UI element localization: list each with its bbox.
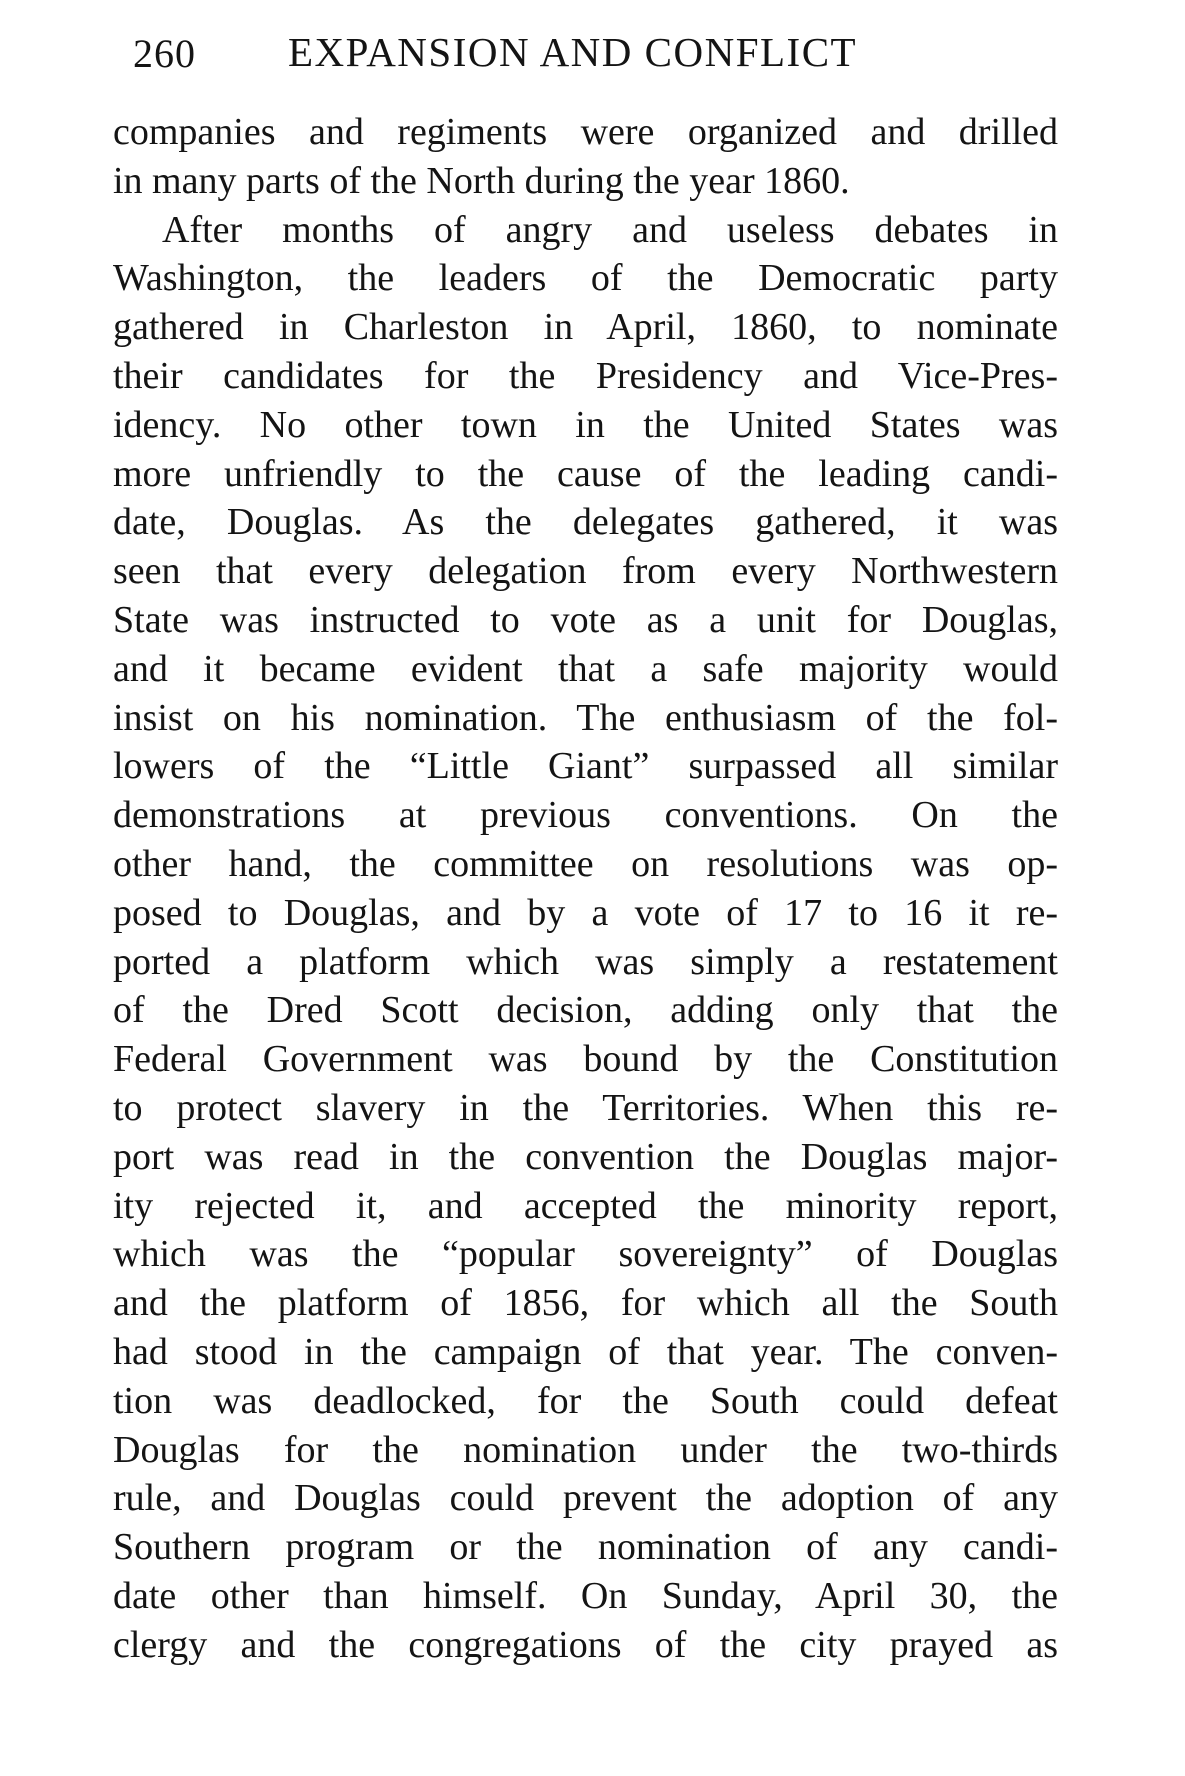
- text-line: ity rejected it, and accepted the minority report,: [113, 1184, 1058, 1227]
- text-line: rule, and Douglas could prevent the adoption of any: [113, 1477, 1058, 1520]
- page-number: 260: [133, 31, 196, 76]
- text-line: demonstrations at previous conventions. On the: [113, 794, 1058, 837]
- running-title: EXPANSION AND CONFLICT: [288, 29, 858, 75]
- text-line: tion was deadlocked, for the South could defeat: [113, 1379, 1058, 1422]
- text-line: their candidates for the Presidency and Vice-Pres-: [113, 354, 1058, 397]
- text-line: Federal Government was bound by the Constitution: [113, 1038, 1058, 1081]
- text-line: posed to Douglas, and by a vote of 17 to 16 it re-: [113, 891, 1058, 934]
- text-line: and it became evident that a safe majority would: [113, 647, 1058, 690]
- text-line: seen that every delegation from every Northwestern: [113, 550, 1058, 593]
- text-line: to protect slavery in the Territories. When this re-: [113, 1086, 1058, 1129]
- text-line: date, Douglas. As the delegates gathered, it was: [113, 501, 1058, 544]
- paragraph-first-line: After months of angry and useless debates in: [162, 208, 1058, 251]
- text-line: which was the “popular sovereignty” of Douglas: [113, 1233, 1058, 1276]
- page-header: [133, 26, 1063, 86]
- text-line: State was instructed to vote as a unit for Douglas,: [113, 598, 1058, 641]
- text-line: and the platform of 1856, for which all the South: [113, 1282, 1058, 1325]
- text-line: insist on his nomination. The enthusiasm of the fol-: [113, 696, 1058, 739]
- text-line: companies and regiments were organized and drilled: [113, 111, 1058, 153]
- text-line: more unfriendly to the cause of the leading candi-: [113, 452, 1058, 495]
- text-line: port was read in the convention the Douglas major-: [113, 1135, 1058, 1178]
- text-line: date other than himself. On Sunday, April 30, the: [113, 1574, 1058, 1617]
- text-line: Washington, the leaders of the Democratic party: [113, 257, 1058, 300]
- text-line: clergy and the congregations of the city prayed as: [113, 1623, 1058, 1666]
- text-line: had stood in the campaign of that year. The conven-: [113, 1330, 1058, 1373]
- text-line: gathered in Charleston in April, 1860, to nominate: [113, 306, 1058, 349]
- body-text: [113, 108, 1058, 1670]
- text-line: ported a platform which was simply a restatement: [113, 940, 1058, 983]
- text-line: other hand, the committee on resolutions was op-: [113, 842, 1058, 885]
- text-line: Douglas for the nomination under the two-thirds: [113, 1428, 1058, 1471]
- text-line: idency. No other town in the United States was: [113, 403, 1058, 446]
- text-line: lowers of the “Little Giant” surpassed all similar: [113, 745, 1058, 788]
- text-line: Southern program or the nomination of any candi-: [113, 1526, 1058, 1569]
- text-line: of the Dred Scott decision, adding only that the: [113, 989, 1058, 1032]
- text-line: in many parts of the North during the year 1860.: [113, 159, 850, 202]
